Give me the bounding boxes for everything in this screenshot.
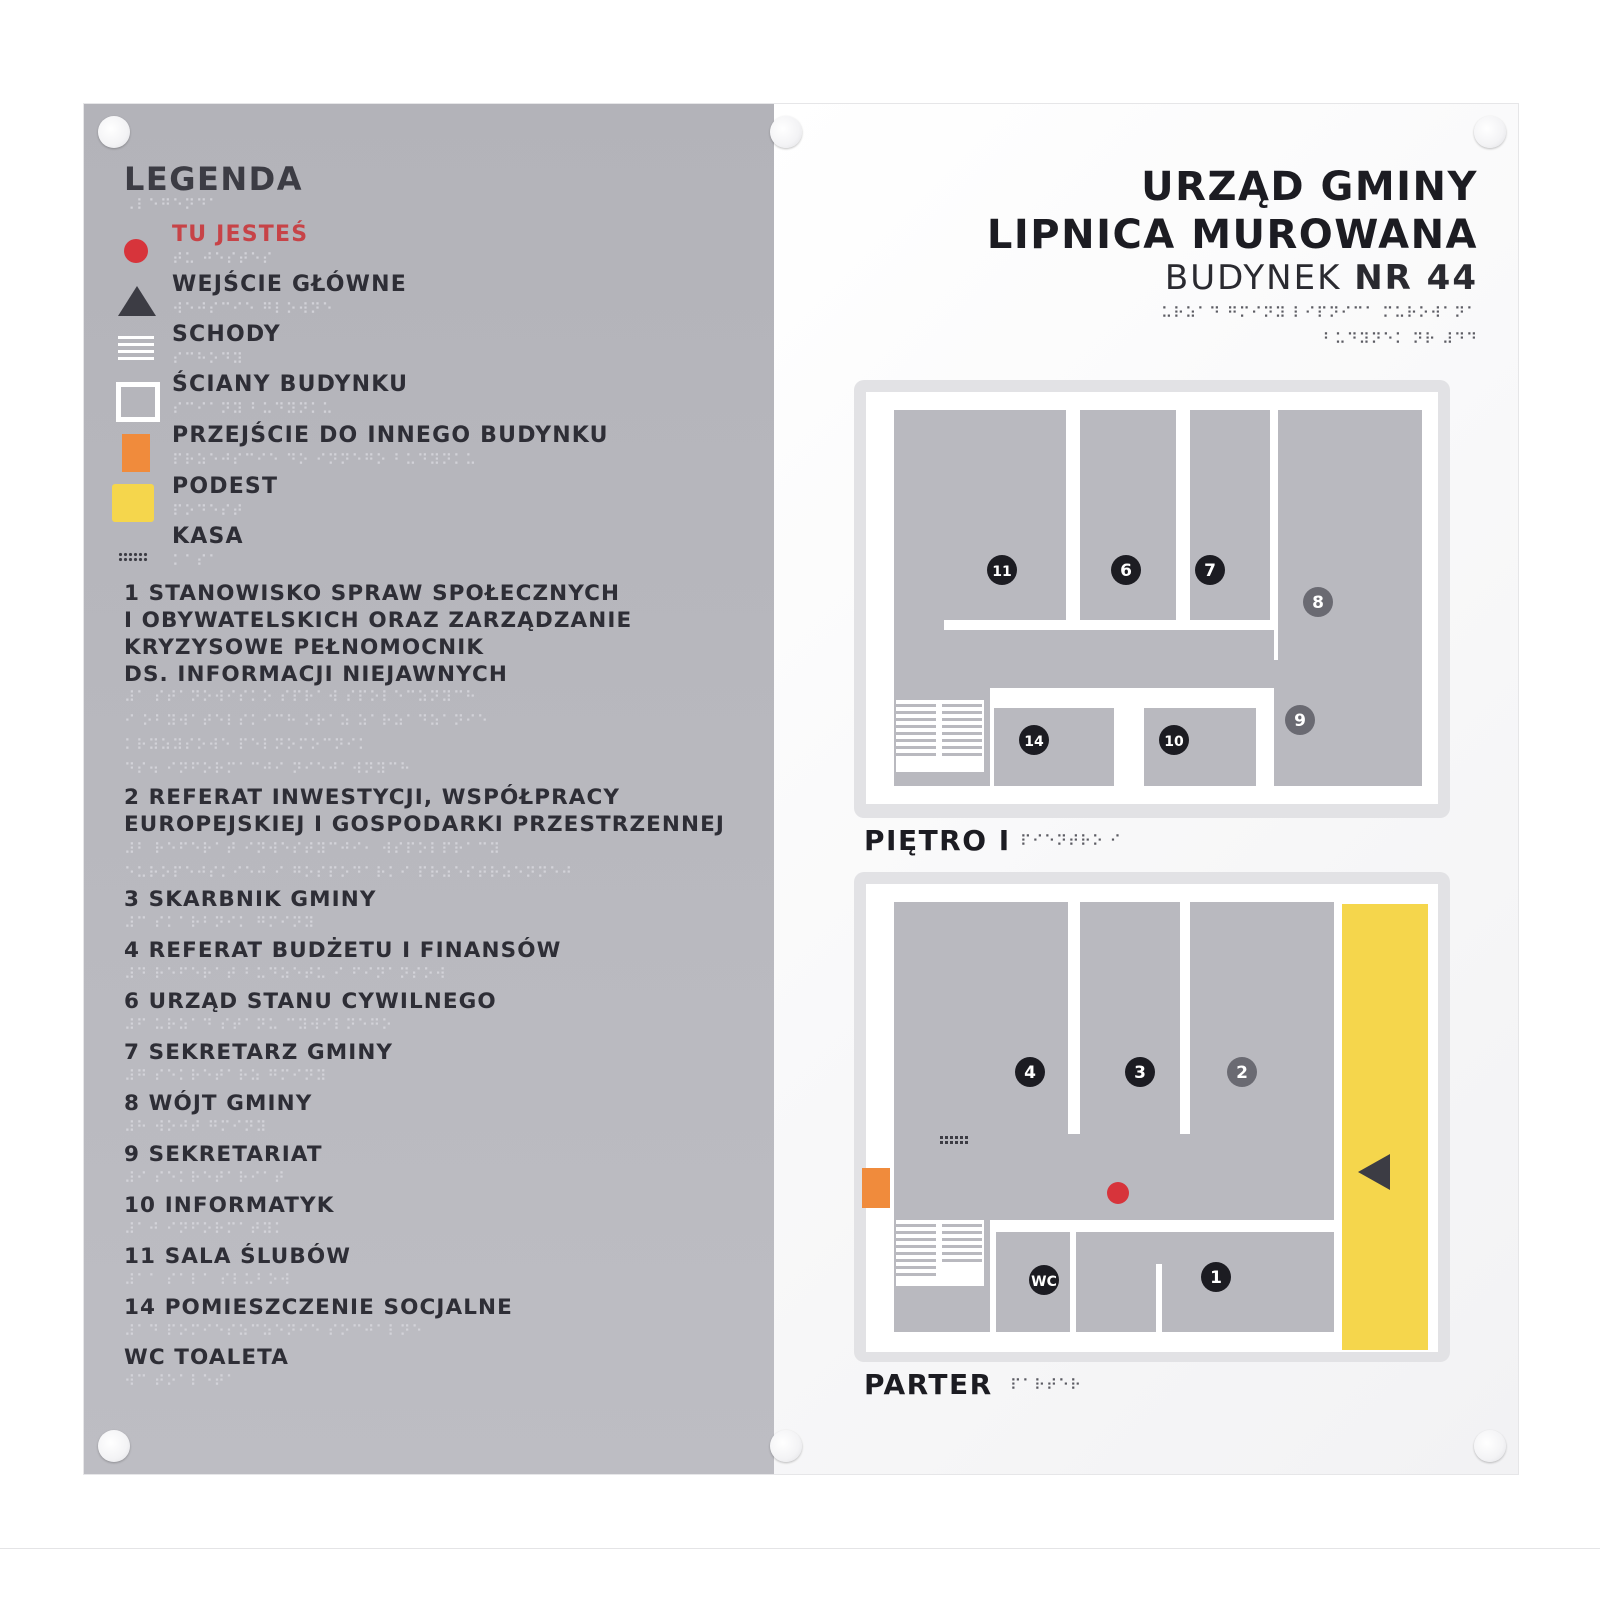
room-entry-7: 7 SEKRETARZ GMINY	[124, 1040, 394, 1065]
room-14	[994, 708, 1114, 786]
braille-text: ⠼⠛ ⠎⠑⠅⠗⠑⠞⠁⠗⠵ ⠛⠍⠊⠝⠽	[124, 1067, 328, 1085]
corridor	[894, 630, 1274, 688]
room-entry-2: 2 REFERAT INWESTYCJI, WSPÓŁPRACY EUROPEJSKIEJ I GOSPODARKI PRZESTRZENNEJ	[124, 785, 725, 837]
room-marker-label: 8	[1312, 593, 1324, 613]
cash-desk-icon	[118, 552, 148, 562]
room-entry-1: 1 STANOWISKO SPRAW SPOŁECZNYCH I OBYWATELSKICH ORAZ ZARZĄDZANIE KRYZYSOWE PEŁNOMOCNIK DS. INFORMACJI NIEJAWNYCH	[124, 581, 633, 687]
building-number: BUDYNEK NR 44	[1164, 258, 1478, 298]
room-6	[1080, 410, 1176, 620]
main-entrance-icon	[118, 286, 156, 316]
braille-text: ⠼⠋ ⠥⠗⠵⠁⠙ ⠎⠞⠁⠝⠥ ⠉⠽⠺⠊⠇⠝⠑⠛⠕	[124, 1016, 394, 1034]
room-marker-label: 4	[1024, 1063, 1036, 1083]
room-marker-label: 10	[1164, 734, 1184, 750]
room-marker-label: WC	[1031, 1274, 1057, 1290]
room-marker-label: 7	[1204, 561, 1216, 581]
braille-text: ⠎⠉⠊⠁⠝⠽ ⠃⠥⠙⠽⠝⠅⠥	[172, 400, 334, 418]
room-entry-10: 10 INFORMATYK	[124, 1193, 335, 1218]
braille-text: ⠏⠁⠗⠞⠑⠗	[1010, 1376, 1082, 1394]
braille-text: ⠼⠁⠙ ⠏⠕⠍⠊⠑⠎⠵⠉⠵⠑⠝⠊⠑ ⠎⠕⠉⠚⠁⠇⠝⠑	[124, 1322, 424, 1340]
room-marker-label: 11	[992, 564, 1012, 580]
legend-label: TU JESTEŚ	[172, 222, 309, 247]
braille-text: ⠼⠁⠚ ⠊⠝⠋⠕⠗⠍⠁⠞⠽⠅	[124, 1220, 286, 1238]
mounting-screw	[98, 116, 130, 148]
ground-floor-plan	[854, 872, 1454, 1372]
legend-label: WEJŚCIE GŁÓWNE	[172, 272, 407, 297]
braille-text: ⠠⠇⠑⠛⠑⠝⠙⠁	[124, 196, 220, 214]
room-marker-label: 14	[1024, 734, 1044, 750]
room-8	[1278, 410, 1422, 660]
room-marker-label: 1	[1210, 1268, 1222, 1288]
room-11	[894, 410, 1066, 620]
braille-text: ⠃⠥⠙⠽⠝⠑⠅ ⠝⠗ ⠼⠙⠙	[1322, 330, 1478, 348]
you-are-here-icon	[124, 239, 148, 263]
legend-panel	[84, 104, 774, 1474]
braille-text: ⠺⠑⠚⠎⠉⠊⠑ ⠛⠇⠕⠺⠝⠑	[172, 300, 334, 318]
legend-label: SCHODY	[172, 322, 281, 347]
room-marker-label: 6	[1120, 561, 1132, 581]
braille-text: ⠺⠉ ⠞⠕⠁⠇⠑⠞⠁	[124, 1372, 238, 1390]
room-marker-label: 3	[1134, 1063, 1146, 1083]
room-3	[1080, 902, 1180, 1142]
braille-text: ⠏⠗⠵⠑⠚⠎⠉⠊⠑ ⠙⠕ ⠊⠝⠝⠑⠛⠕ ⠃⠥⠙⠽⠝⠅⠥	[172, 451, 477, 469]
braille-text: ⠥⠗⠵⠁⠙ ⠛⠍⠊⠝⠽ ⠇⠊⠏⠝⠊⠉⠁ ⠍⠥⠗⠕⠺⠁⠝⠁	[1161, 304, 1478, 322]
upper-floor-plan	[854, 380, 1454, 820]
legend-title: LEGENDA	[124, 160, 303, 198]
braille-text: ⠏⠊⠑⠝⠞⠗⠕ ⠊	[1020, 832, 1122, 850]
braille-text: ⠙⠎⠲ ⠊⠝⠋⠕⠗⠍⠁⠉⠚⠊ ⠝⠊⠑⠚⠁⠺⠝⠽⠉⠓	[124, 760, 412, 778]
room-entry-14: 14 POMIESZCZENIE SOCJALNE	[124, 1295, 513, 1320]
mounting-screw	[98, 1430, 130, 1462]
information-board	[84, 104, 1518, 1474]
mounting-screw	[1474, 1430, 1506, 1462]
braille-text: ⠅⠁⠎⠁	[172, 552, 220, 570]
legend-label: PRZEJŚCIE DO INNEGO BUDYNKU	[172, 423, 609, 448]
hallway	[894, 1134, 1334, 1220]
room-7	[1190, 410, 1270, 620]
braille-text: ⠑⠥⠗⠕⠏⠑⠚⠎⠅⠊⠑⠚ ⠊ ⠛⠕⠎⠏⠕⠙⠁⠗⠅⠊ ⠏⠗⠵⠑⠎⠞⠗⠵⠑⠝⠝⠑⠚	[124, 864, 573, 882]
braille-text: ⠼⠊ ⠎⠑⠅⠗⠑⠞⠁⠗⠊⠁⠞	[124, 1169, 286, 1187]
mounting-screw	[770, 116, 802, 148]
room-2	[1190, 902, 1334, 1142]
room-4	[894, 902, 1068, 1142]
room-entry-6: 6 URZĄD STANU CYWILNEGO	[124, 989, 497, 1014]
stairs-ground	[896, 1220, 984, 1286]
stairs-icon	[118, 336, 154, 362]
stairs-upper	[896, 700, 984, 772]
legend-label: ŚCIANY BUDYNKU	[172, 372, 409, 397]
landing	[1342, 904, 1428, 1350]
ground-floor-label: PARTER	[864, 1368, 993, 1401]
braille-text: ⠼⠁ ⠎⠞⠁⠝⠕⠺⠊⠎⠅⠕ ⠎⠏⠗⠁⠺ ⠎⠏⠕⠇⠑⠉⠵⠝⠽⠉⠓	[124, 688, 477, 706]
room-marker-label: 2	[1236, 1063, 1248, 1083]
landing-icon	[112, 484, 154, 522]
braille-text: ⠼⠉ ⠎⠅⠁⠗⠃⠝⠊⠅ ⠛⠍⠊⠝⠽	[124, 914, 316, 932]
passage-to-other-building	[862, 1168, 890, 1208]
braille-text: ⠼⠓ ⠺⠕⠚⠞ ⠛⠍⠊⠝⠽	[124, 1118, 268, 1136]
upper-floor-label: PIĘTRO I	[864, 824, 1011, 857]
you-are-here-marker	[1107, 1182, 1129, 1204]
room-entry-8: 8 WÓJT GMINY	[124, 1091, 313, 1116]
floor-line	[0, 1548, 1600, 1549]
office-title: URZĄD GMINY	[1141, 164, 1478, 210]
braille-text: ⠼⠁⠁ ⠎⠁⠇⠁ ⠎⠇⠥⠃⠕⠺	[124, 1271, 292, 1289]
mounting-screw	[1474, 116, 1506, 148]
legend-label: KASA	[172, 524, 244, 549]
legend-label: PODEST	[172, 474, 279, 499]
braille-text: ⠏⠕⠙⠑⠎⠞	[172, 502, 244, 520]
braille-text: ⠼⠃ ⠗⠑⠋⠑⠗⠁⠞ ⠊⠝⠺⠑⠎⠞⠽⠉⠚⠊⠂ ⠺⠎⠏⠕⠇⠏⠗⠁⠉⠽	[124, 840, 501, 858]
walls-icon	[116, 382, 160, 422]
room-marker-label: 9	[1294, 711, 1306, 731]
room-entry-9: 9 SEKRETARIAT	[124, 1142, 323, 1167]
mounting-screw	[770, 1430, 802, 1462]
room-entry-wc: WC TOALETA	[124, 1345, 290, 1370]
room-entry-11: 11 SALA ŚLUBÓW	[124, 1244, 352, 1269]
braille-text: ⠎⠉⠓⠕⠙⠽	[172, 350, 244, 368]
braille-text: ⠊ ⠕⠃⠽⠺⠁⠞⠑⠇⠎⠅⠊⠉⠓ ⠕⠗⠁⠵ ⠵⠁⠗⠵⠁⠙⠵⠁⠝⠊⠑	[124, 712, 489, 730]
room-entry-3: 3 SKARBNIK GMINY	[124, 887, 377, 912]
passage-icon	[122, 434, 150, 472]
office-subtitle: LIPNICA MUROWANA	[986, 212, 1478, 258]
braille-text: ⠼⠙ ⠗⠑⠋⠑⠗⠁⠞ ⠃⠥⠙⠵⠑⠞⠥ ⠊ ⠋⠊⠝⠁⠝⠎⠕⠺	[124, 965, 447, 983]
braille-text: ⠅⠗⠽⠵⠽⠎⠕⠺⠑ ⠏⠑⠇⠝⠕⠍⠕⠉⠝⠊⠅	[124, 736, 370, 754]
plan-panel	[774, 104, 1518, 1474]
room-entry-4: 4 REFERAT BUDŻETU I FINANSÓW	[124, 938, 562, 963]
braille-text: ⠞⠥ ⠚⠑⠎⠞⠑⠎	[172, 250, 274, 268]
